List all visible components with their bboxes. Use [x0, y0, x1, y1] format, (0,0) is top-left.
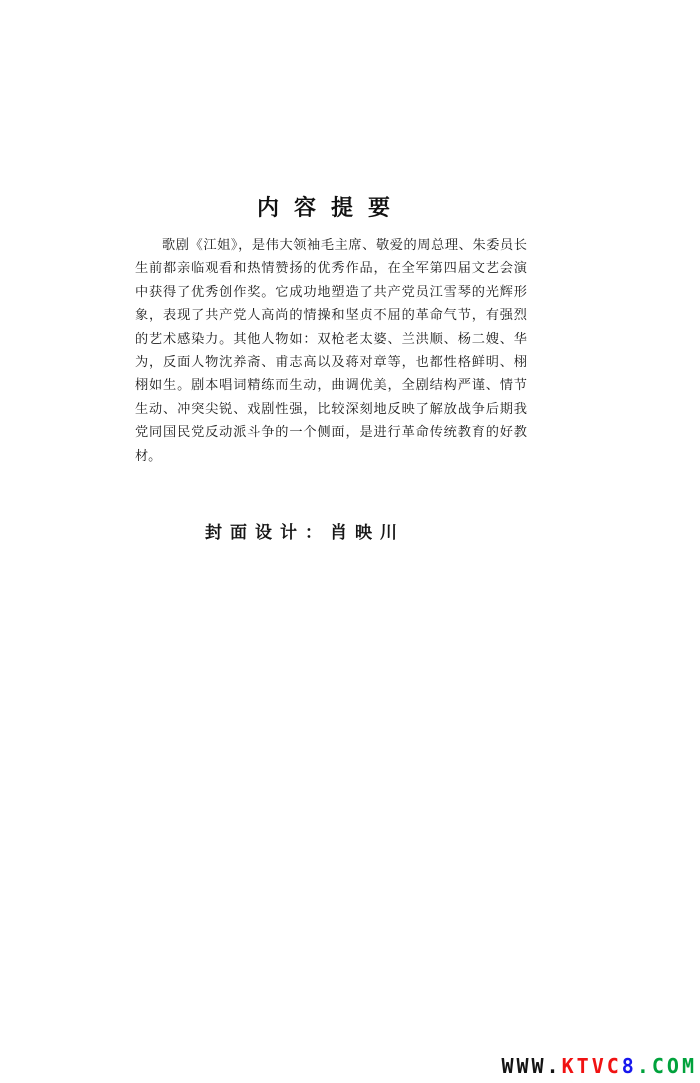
summary-line: 党同国民党反动派斗争的一个侧面，是进行革命传统教育的好教	[135, 424, 527, 440]
summary-line: 的艺术感染力。其他人物如：双枪老太婆、兰洪顺、杨二嫂、华	[135, 330, 527, 346]
watermark-segment-ktvc: KTVC	[561, 1054, 622, 1078]
watermark-url	[501, 1055, 697, 1077]
summary-line: 材。	[135, 447, 162, 463]
summary-line: 生前都亲临观看和热情赞扬的优秀作品，在全军第四届文艺会演	[135, 260, 527, 276]
summary-line: 为，反面人物沈养斋、甫志高以及蒋对章等，也都性格鲜明、栩	[135, 353, 527, 369]
summary-paragraph	[135, 233, 527, 467]
watermark-segment-www: WWW.	[501, 1054, 562, 1078]
summary-line: 生动、冲突尖锐、戏剧性强，比较深刻地反映了解放战争后期我	[135, 400, 527, 416]
cover-design-credit: 封面设计：肖映川	[205, 523, 405, 542]
summary-line: 象，表现了共产党人高尚的情操和坚贞不屈的革命气节，有强烈	[135, 307, 527, 323]
summary-line: 栩如生。剧本唱词精练而生动，曲调优美，全剧结构严谨、情节	[135, 377, 527, 393]
watermark-segment-8: 8	[621, 1054, 637, 1078]
watermark-segment-com: .COM	[636, 1054, 697, 1078]
summary-line: 歌剧《江姐》，是伟大领袖毛主席、敬爱的周总理、朱委员长	[162, 237, 527, 252]
page-title: 内容提要	[256, 195, 405, 220]
summary-line: 中获得了优秀创作奖。它成功地塑造了共产党员江雪琴的光辉形	[135, 283, 527, 299]
